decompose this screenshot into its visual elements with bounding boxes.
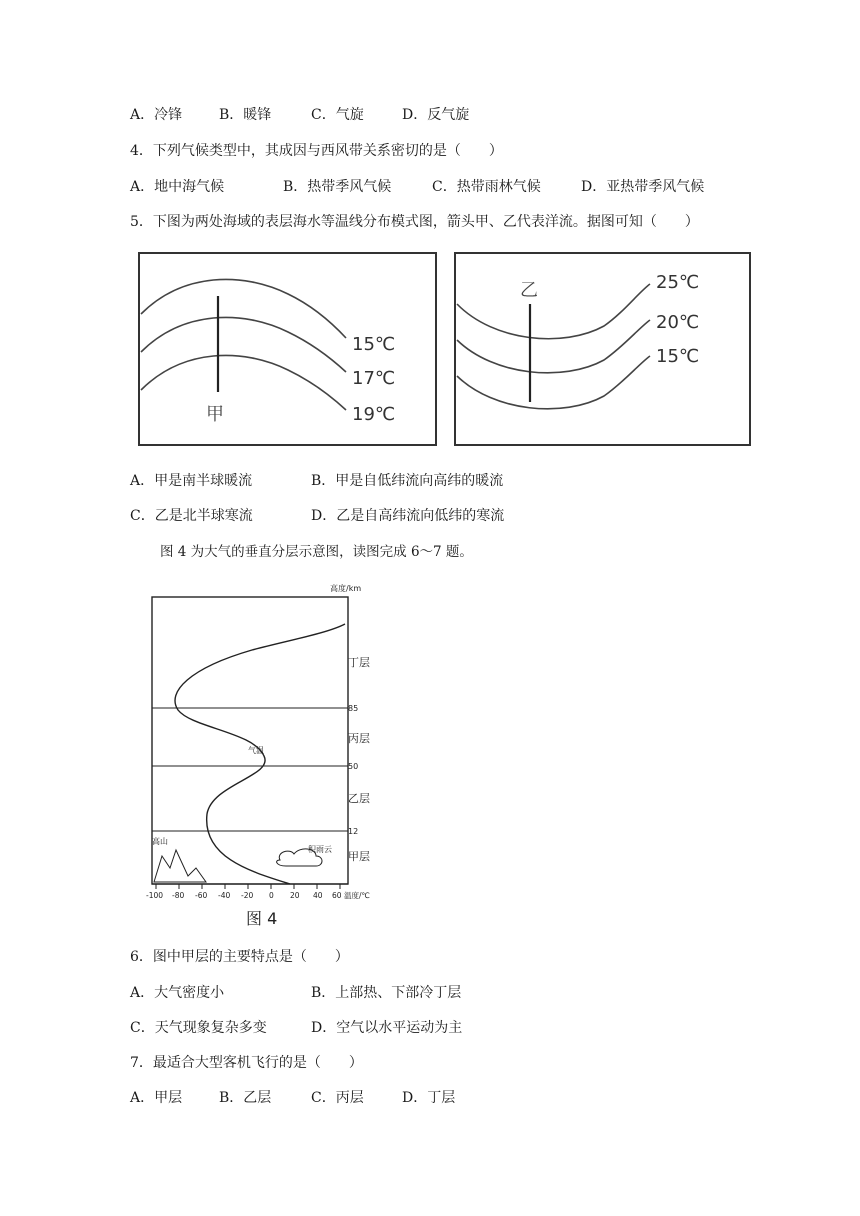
q4-option-b: B．热带季风气候 xyxy=(283,179,392,195)
layer-label-jia: 甲层 xyxy=(348,850,370,863)
q6-stem: 6．图中甲层的主要特点是（ ） xyxy=(130,949,349,965)
q4-option-a: A．地中海气候 xyxy=(130,179,225,195)
q7-stem: 7．最适合大型客机飞行的是（ ） xyxy=(130,1055,363,1071)
intro-6-7: 图 4 为大气的垂直分层示意图，读图完成 6～7 题。 xyxy=(160,544,473,560)
figure4-atmosphere-diagram xyxy=(140,578,380,930)
layer-label-bing: 丙层 xyxy=(348,732,370,745)
x-tick-label: 20 xyxy=(290,891,300,900)
layer-label-yi: 乙层 xyxy=(348,792,370,805)
q3-option-c: C．气旋 xyxy=(311,107,364,123)
x-tick-label: -40 xyxy=(218,891,231,900)
q3-option-b: B．暖锋 xyxy=(219,107,272,123)
figure-frame xyxy=(455,253,750,445)
x-axis-label: 温度/℃ xyxy=(344,891,370,900)
current-jia-label: 甲 xyxy=(206,404,224,425)
q4-option-d: D．亚热带季风气候 xyxy=(581,179,705,195)
q3-option-a: A．冷锋 xyxy=(130,107,183,123)
q7-option-b: B．乙层 xyxy=(219,1090,272,1106)
q6-option-d: D．空气以水平运动为主 xyxy=(311,1020,463,1036)
isotherm-label-20: 20℃ xyxy=(656,312,700,333)
figure-caption: 图 4 xyxy=(246,909,278,928)
x-tick-label: 0 xyxy=(269,891,274,900)
q5-option-b: B．甲是自低纬流向高纬的暖流 xyxy=(311,473,504,489)
q5-figure-right xyxy=(454,252,752,448)
plot-frame xyxy=(152,597,348,884)
isotherm-label-19: 19℃ xyxy=(352,404,396,425)
x-tick-label: -20 xyxy=(241,891,254,900)
q5-option-a: A．甲是南半球暖流 xyxy=(130,473,253,489)
q7-option-c: C．丙层 xyxy=(311,1090,364,1106)
q6-option-a: A．大气密度小 xyxy=(130,985,225,1001)
q5-figure-left xyxy=(138,252,438,448)
q7-option-a: A．甲层 xyxy=(130,1090,183,1106)
height-tick-85: 85 xyxy=(348,704,359,713)
x-tick-label: 40 xyxy=(313,891,323,900)
layer-label-ding: 丁层 xyxy=(348,656,370,669)
x-tick-label: -80 xyxy=(172,891,185,900)
curve-label: 气温 xyxy=(248,746,264,755)
current-yi-label: 乙 xyxy=(520,280,538,301)
isotherm-label-17: 17℃ xyxy=(352,368,396,389)
isotherm-label-15: 15℃ xyxy=(352,334,396,355)
x-tick-label: 60 xyxy=(332,891,342,900)
x-tick-label: -100 xyxy=(146,891,164,900)
height-tick-50: 50 xyxy=(348,762,359,771)
x-tick-label: -60 xyxy=(195,891,208,900)
q7-option-d: D．丁层 xyxy=(402,1090,456,1106)
x-axis-ticks xyxy=(156,884,340,889)
height-tick-12: 12 xyxy=(348,827,359,836)
q4-option-c: C．热带雨林气候 xyxy=(432,179,541,195)
q4-stem: 4．下列气候类型中，其成因与西风带关系密切的是（ ） xyxy=(130,143,503,159)
q5-stem: 5．下图为两处海域的表层海水等温线分布模式图，箭头甲、乙代表洋流。据图可知（ ） xyxy=(130,214,699,230)
q5-option-c: C．乙是北半球寒流 xyxy=(130,508,253,524)
q6-option-b: B．上部热、下部冷丁层 xyxy=(311,985,462,1001)
q6-option-c: C．天气现象复杂多变 xyxy=(130,1020,267,1036)
y-axis-label: 高度/km xyxy=(330,584,362,593)
isotherm-label-15: 15℃ xyxy=(656,346,700,367)
q5-option-d: D．乙是自高纬流向低纬的寒流 xyxy=(311,508,505,524)
q3-option-d: D．反气旋 xyxy=(402,107,470,123)
isotherm-label-25: 25℃ xyxy=(656,272,700,293)
mountain-icon xyxy=(154,850,206,882)
cloud-label: 积雨云 xyxy=(308,845,332,854)
mountain-label: 高山 xyxy=(152,837,168,846)
